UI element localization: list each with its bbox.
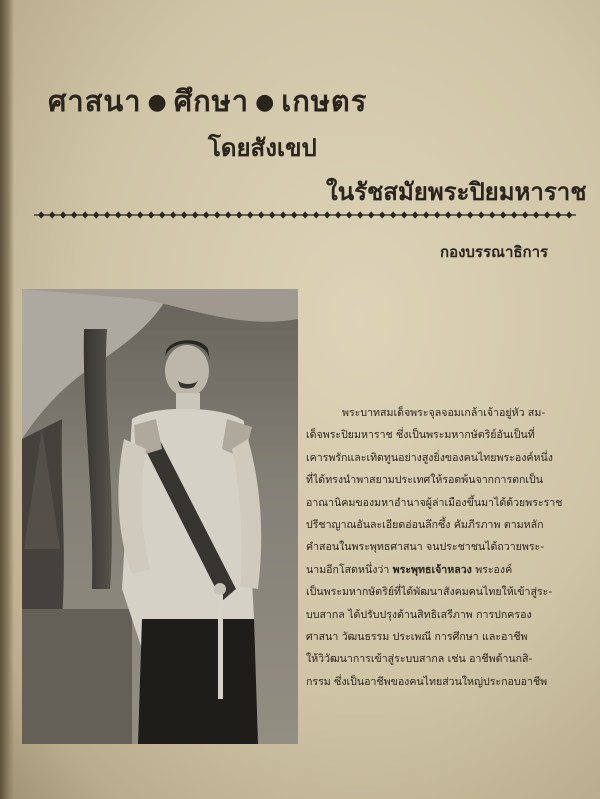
divider-ornament [159,211,165,218]
divider-ornament [148,211,154,218]
divider-ornament [544,211,550,218]
divider-ornament [38,211,44,218]
divider-ornament [181,211,187,218]
king-portrait-photo [22,289,298,744]
royal-epithet: พระพุทธเจ้าหลวง [392,563,472,576]
divider-ornament [390,211,396,218]
divider-ornament [566,211,572,218]
ornamental-divider [34,207,576,223]
article-body [306,402,578,693]
body-line: ให้วิวัฒนาการเข้าสู่ระบบสากล เช่น อาชีพด้านกสิ- [306,653,533,666]
body-line: คำสอนในพระพุทธศาสนา จนประชาชนได้ถวายพระ- [306,541,545,554]
divider-ornament [269,211,275,218]
divider-ornament [335,211,341,218]
title-word-education: ศึกษา [173,84,250,118]
author-byline: กองบรรณาธิการ [440,243,549,261]
divider-ornament [82,211,88,218]
divider-ornament [368,211,374,218]
divider-ornament [555,211,561,218]
divider-ornament [478,211,484,218]
divider-ornament [401,211,407,218]
divider-ornament [412,211,418,218]
divider-ornament [170,211,176,218]
title-word-agriculture: เกษตร [281,84,368,118]
body-line: พระบาทสมเด็จพระจุลจอมเกล้าเจ้าอยู่หัว สม- [342,407,546,419]
title-word-religion: ศาสนา [48,84,142,118]
divider-ornament [126,211,132,218]
divider-ornament [456,211,462,218]
title-subline-summary: โดยสังเขป [208,134,317,162]
book-spine-shadow [0,0,14,799]
divider-ornament [115,211,121,218]
divider-ornament [434,211,440,218]
divider-ornament [533,211,539,218]
divider-ornament [214,211,220,218]
body-line: บบสากล ได้ปรับปรุงด้านสิทธิเสรีภาพ การปกครอง [306,608,532,621]
body-line: อาณานิคมของมหาอำนาจผู้ล่าเมืองขึ้นมาได้ด้วยพระราช [306,496,563,509]
title-separator-1: ● [147,90,168,115]
divider-ornament [489,211,495,218]
divider-ornament [49,211,55,218]
body-line [306,559,578,581]
divider-ornament [500,211,506,218]
divider-ornament [423,211,429,218]
divider-ornament [60,211,66,218]
body-line: ที่ได้ทรงนำพาสยามประเทศให้รอดพ้นจากการตกเป็น [306,474,544,487]
title-separator-2: ● [255,90,276,115]
divider-ornament [467,211,473,218]
body-line-segment: นามอีกโสดหนึ่งว่า [306,563,393,576]
divider-ornament [346,211,352,218]
divider-ornament [247,211,253,218]
divider-ornament [280,211,286,218]
body-line: กรรม ซึ่งเป็นอาชีพของคนไทยส่วนใหญ่ประกอบอาชีพ [306,675,548,688]
body-line: ปรีชาญาณอันละเอียดอ่อนลึกซึ้ง คัมภีรภาพ ตามหลัก [306,518,544,531]
divider-ornament [93,211,99,218]
divider-ornament [357,211,363,218]
divider-ornament [192,211,198,218]
divider-ornament [511,211,517,218]
body-line: เป็นพระมหากษัตริย์ที่ได้พัฒนาสังคมคนไทยให้เข้าสู่ระ- [306,586,553,599]
divider-ornament [258,211,264,218]
divider-ornament [313,211,319,218]
divider-ornament [291,211,297,218]
divider-ornament [104,211,110,218]
body-line: เคารพรักและเทิดทูนอย่างสูงยิ่งของคนไทยพระองค์หนึ่ง [306,451,553,464]
body-line: ศาสนา วัฒนธรรม ประเพณี การศึกษา และอาชีพ [306,630,528,643]
divider-ornament [324,211,330,218]
divider-ornament [236,211,242,218]
divider-ornament [71,211,77,218]
article-title [48,78,367,124]
body-line-segment: พระองค์ [471,563,513,576]
divider-ornament [203,211,209,218]
divider-ornament [302,211,308,218]
divider-ornament [225,211,231,218]
body-line: เด็จพระปิยมหาราช ซึ่งเป็นพระมหากษัตริย์อันเป็นที่ [306,429,535,442]
divider-ornament [137,211,143,218]
divider-ornament [522,211,528,218]
divider-ornament [445,211,451,218]
divider-ornament [379,211,385,218]
title-subline-reign: ในรัชสมัยพระปิยมหาราช [326,178,587,206]
